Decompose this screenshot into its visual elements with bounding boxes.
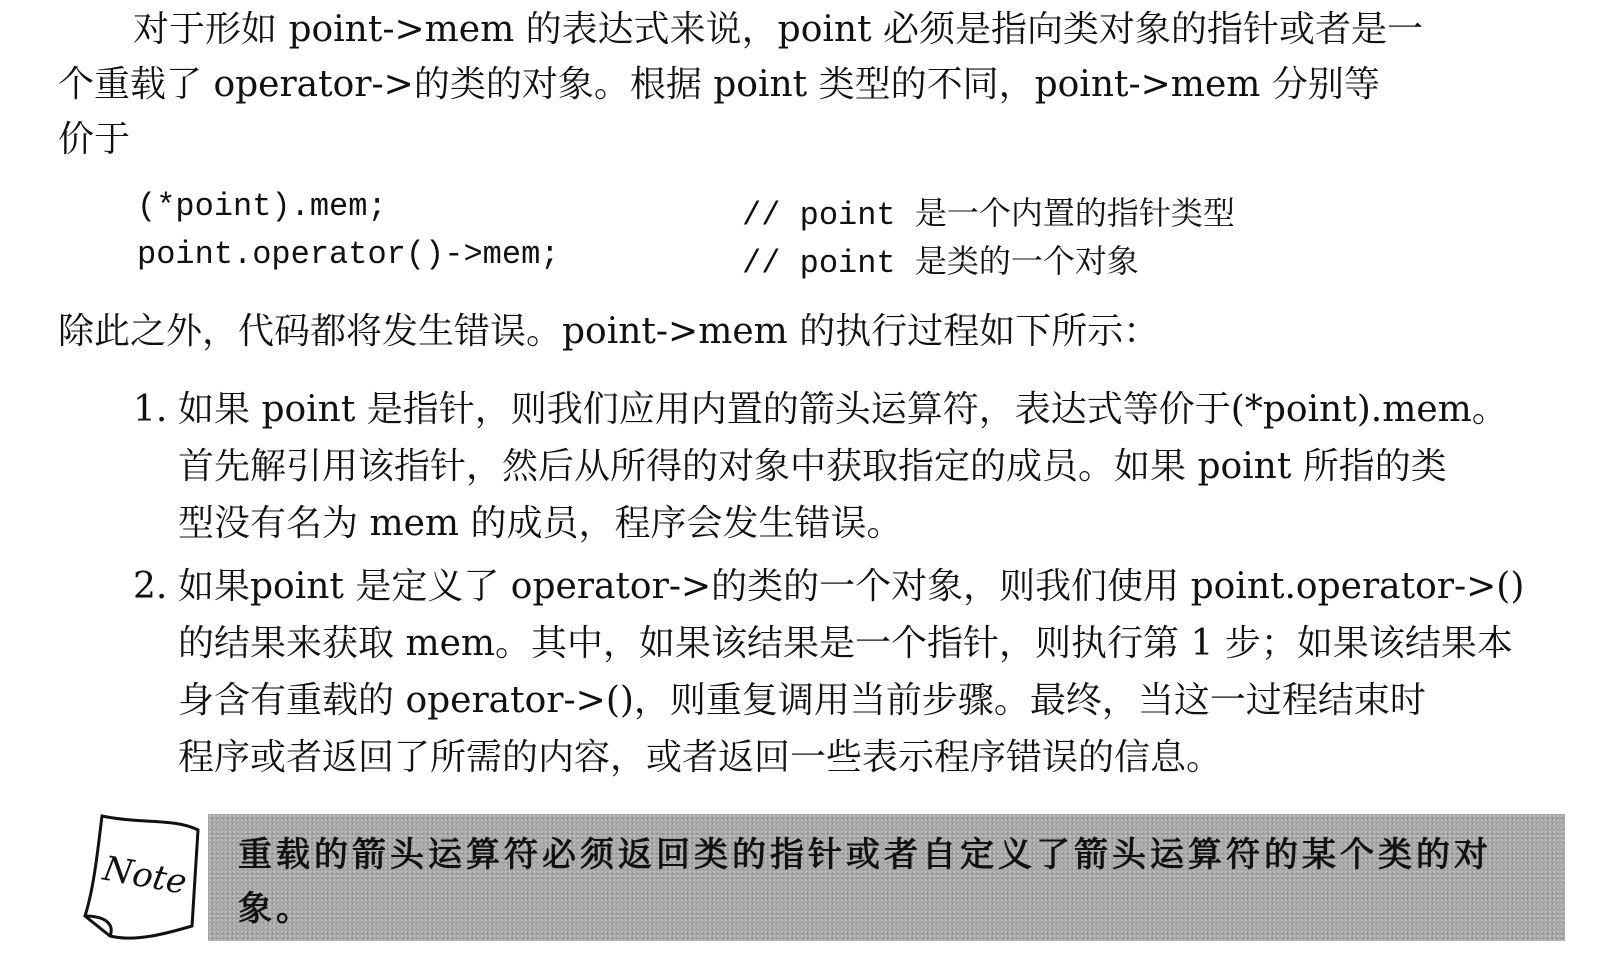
list-item-step-2 bbox=[133, 558, 1573, 786]
step-line: 型没有名为 mem 的成员，程序会发生错误。 bbox=[178, 503, 903, 544]
step-number: 1. bbox=[133, 389, 168, 430]
code-line-1 bbox=[137, 188, 1235, 234]
after-code-text: 除此之外，代码都将发生错误。point->mem 的执行过程如下所示： bbox=[58, 311, 1160, 352]
step-line: 身含有重载的 operator->()，则重复调用当前步骤。最终，当这一过程结束时 bbox=[178, 680, 1426, 721]
note-line-2: 象。 bbox=[238, 889, 314, 929]
intro-line-2: 个重载了 operator->的类的对象。根据 point 类型的不同，point->mem 分别等 bbox=[58, 64, 1380, 105]
intro-line-1: 对于形如 point->mem 的表达式来说，point 必须是指向类对象的指针或者是一 bbox=[133, 9, 1424, 50]
step-line: 如果 point 是指针，则我们应用内置的箭头运算符，表达式等价于(*point).mem。 bbox=[178, 389, 1508, 430]
code-comment: // point 是一个内置的指针类型 bbox=[742, 197, 1235, 234]
list-item-step-1 bbox=[133, 381, 1573, 552]
code-text: (*point).mem; bbox=[137, 188, 387, 225]
step-line: 如果point 是定义了 operator->的类的一个对象，则我们使用 point.operator->() bbox=[178, 566, 1525, 607]
step-line: 程序或者返回了所需的内容，或者返回一些表示程序错误的信息。 bbox=[178, 737, 1223, 778]
note-icon bbox=[80, 808, 210, 948]
code-text: point.operator()->mem; bbox=[137, 236, 560, 273]
note-line-1: 重载的箭头运算符必须返回类的指针或者自定义了箭头运算符的某个类的对 bbox=[238, 835, 1492, 875]
step-line: 的结果来获取 mem。其中，如果该结果是一个指针，则执行第 1 步；如果该结果本 bbox=[178, 623, 1513, 664]
note-text bbox=[238, 828, 1545, 936]
step-number: 2. bbox=[133, 566, 168, 607]
code-line-2 bbox=[137, 236, 1139, 282]
note-icon-label: Note bbox=[99, 848, 190, 903]
intro-line-3: 价于 bbox=[58, 119, 131, 160]
code-comment: // point 是类的一个对象 bbox=[742, 245, 1139, 282]
step-line: 首先解引用该指针，然后从所得的对象中获取指定的成员。如果 point 所指的类 bbox=[178, 446, 1447, 487]
note-box bbox=[208, 814, 1565, 941]
